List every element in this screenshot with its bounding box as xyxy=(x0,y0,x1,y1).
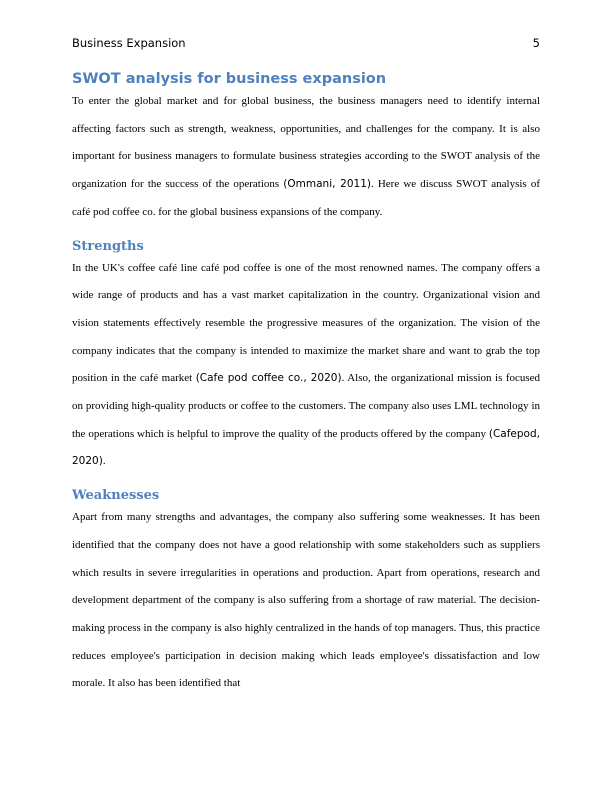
page-number: 5 xyxy=(532,36,540,50)
citation-ommani: (Ommani, 2011) xyxy=(283,178,371,191)
swot-text-2: . Here we discuss SWOT analysis of café pod coffee co. for the global business expansions of the company. xyxy=(72,178,540,218)
weaknesses-heading: Weaknesses xyxy=(72,488,160,504)
header-title: Business Expansion xyxy=(72,36,186,50)
strengths-text-1: In the UK's coffee café line café pod coffee is one of the most renowned names. The company offers a wide range of products and has a vast market capitalization in the country. Organizational vision and vision statements effectively resemble the progressive measures of the organization. The vision of the company indicates that the company is intended to maximize the market share and want to grab the top position in the café market xyxy=(72,261,540,385)
strengths-paragraph xyxy=(72,255,540,477)
page-header xyxy=(72,36,540,50)
strengths-text-3: . xyxy=(102,455,106,468)
swot-paragraph xyxy=(72,88,540,227)
weaknesses-paragraph: Apart from many strengths and advantages, the company also suffering some weaknesses. It has been identified that the company does not have a good relationship with some stakeholders such as suppliers which results in severe irregularities in operations and production. Apart from operations, research and development department of the company is also suffering from a shortage of raw material. The decision-making process in the company is also highly centralized in the hands of top managers. Thus, this practice reduces employee's participation in decision making which leads employee's dissatisfaction and low morale. It also has been identified that xyxy=(72,511,540,690)
swot-heading: SWOT analysis for business expansion xyxy=(72,71,387,87)
citation-cafepod: (Cafepod, 2020) xyxy=(72,427,540,468)
page-content xyxy=(72,70,540,698)
strengths-heading: Strengths xyxy=(72,238,144,254)
strengths-text-2: . Also, the organizational mission is focused on providing high-quality products or coffee to the customers. The company also uses LML technology in the operations which is helpful to improve the quality of the products offered by the company xyxy=(72,372,541,440)
swot-text-1: To enter the global market and for global business, the business managers need to identify internal affecting factors such as strength, weakness, opportunities, and challenges for the company. It is also important for business managers to formulate business strategies according to the SWOT analysis of the organization for the success of the operations xyxy=(72,95,540,191)
citation-cafe-pod: (Cafe pod coffee co., 2020) xyxy=(195,372,342,385)
